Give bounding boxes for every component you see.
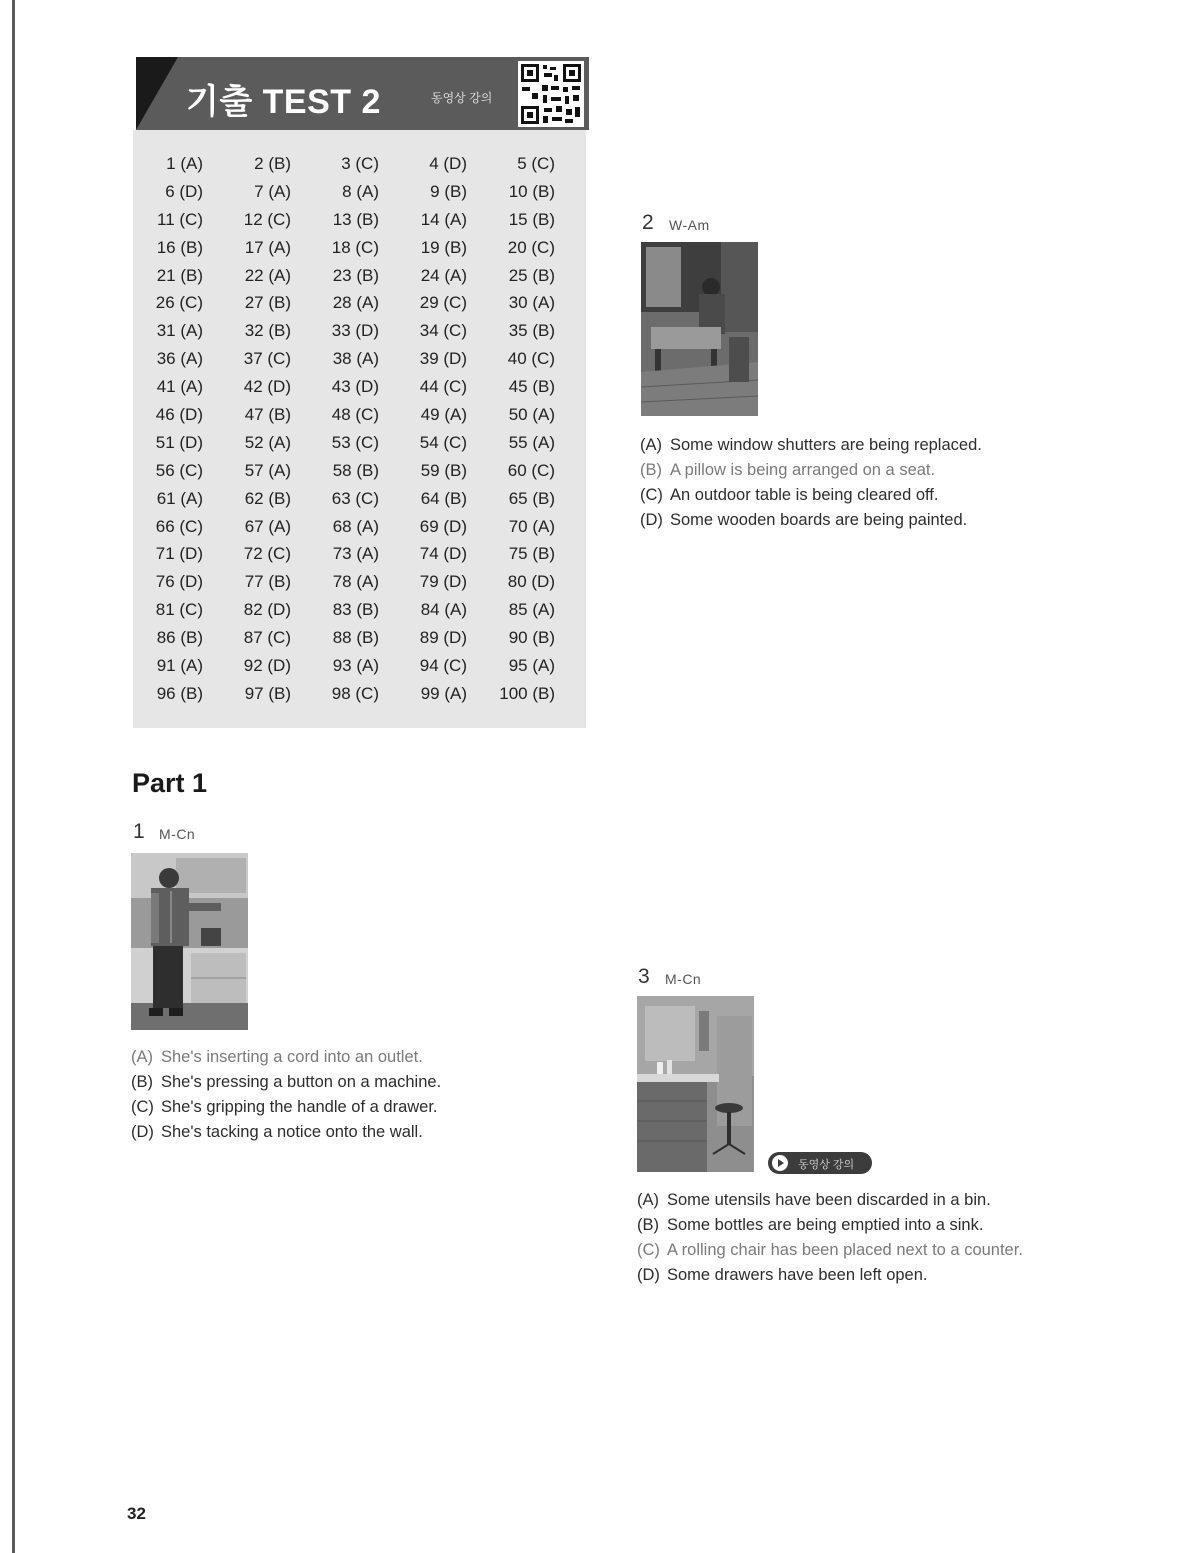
answer-cell: 87 (C) <box>243 628 291 648</box>
answer-cell: 76 (D) <box>155 572 203 592</box>
answer-cell: 100 (B) <box>499 683 555 703</box>
answer-cell: 82 (D) <box>243 600 291 620</box>
answer-cell: 2 (B) <box>254 154 291 173</box>
answer-cell: 31 (A) <box>156 321 203 341</box>
answer-cell: 94 (C) <box>419 656 467 676</box>
question-1-number: 1 <box>133 820 145 843</box>
answer-cell: 68 (A) <box>332 516 379 536</box>
answer-cell: 79 (D) <box>419 572 467 592</box>
answer-cell: 95 (A) <box>508 656 555 676</box>
answer-cell: 33 (D) <box>331 321 379 341</box>
answer-cell: 71 (D) <box>155 544 203 564</box>
answer-grid <box>133 150 573 708</box>
answer-cell: 81 (C) <box>155 600 203 620</box>
answer-cell: 15 (B) <box>508 209 555 229</box>
answer-cell: 49 (A) <box>420 405 467 425</box>
question-1-option-b: (B) She's pressing a button on a machine. <box>131 1073 442 1091</box>
question-3-speaker: M-Cn <box>665 971 702 987</box>
answer-cell: 61 (A) <box>156 488 203 508</box>
answer-cell: 60 (C) <box>507 460 555 480</box>
question-1-option-c: (C) She's gripping the handle of a drawer. <box>131 1098 438 1116</box>
answer-cell: 53 (C) <box>331 432 379 452</box>
question-1-option-d: (D) She's tacking a notice onto the wall. <box>131 1123 423 1141</box>
answer-cell: 43 (D) <box>331 377 379 397</box>
qr-code-icon[interactable] <box>518 61 584 127</box>
answer-cell: 46 (D) <box>155 405 203 425</box>
answer-cell: 72 (C) <box>243 544 291 564</box>
answer-cell: 58 (B) <box>332 460 379 480</box>
answer-cell: 70 (A) <box>508 516 555 536</box>
answer-cell: 52 (A) <box>244 432 291 452</box>
play-icon <box>772 1155 788 1171</box>
answer-cell: 10 (B) <box>508 181 555 201</box>
question-2-option-b: (B) A pillow is being arranged on a seat. <box>640 461 936 479</box>
answer-cell: 18 (C) <box>331 237 379 257</box>
answer-cell: 9 (B) <box>430 181 467 201</box>
question-1-photo <box>131 853 248 1030</box>
answer-cell: 8 (A) <box>342 181 379 201</box>
question-1-speaker: M-Cn <box>159 826 196 842</box>
question-1-options <box>131 1045 441 1145</box>
question-2-speaker: W-Am <box>669 217 710 233</box>
question-3-option-c: (C) A rolling chair has been placed next to a counter. <box>637 1241 1023 1259</box>
answer-cell: 36 (A) <box>156 349 203 369</box>
answer-cell: 12 (C) <box>243 209 291 229</box>
answer-cell: 40 (C) <box>507 349 555 369</box>
answer-cell: 78 (A) <box>332 572 379 592</box>
answer-cell: 35 (B) <box>508 321 555 341</box>
answer-cell: 42 (D) <box>243 377 291 397</box>
question-3-number: 3 <box>638 965 650 988</box>
answer-cell: 13 (B) <box>332 209 379 229</box>
answer-cell: 55 (A) <box>508 432 555 452</box>
answer-cell: 59 (B) <box>420 460 467 480</box>
video-lecture-button[interactable] <box>768 1152 872 1174</box>
answer-cell: 26 (C) <box>155 293 203 313</box>
answer-cell: 75 (B) <box>508 544 555 564</box>
answer-cell: 54 (C) <box>419 432 467 452</box>
answer-cell: 48 (C) <box>331 405 379 425</box>
answer-cell: 20 (C) <box>507 237 555 257</box>
answer-cell: 83 (B) <box>332 600 379 620</box>
question-3-option-b: (B) Some bottles are being emptied into a sink. <box>637 1216 984 1234</box>
question-2-option-c: (C) An outdoor table is being cleared off. <box>640 486 939 504</box>
answer-cell: 14 (A) <box>420 209 467 229</box>
answer-cell: 67 (A) <box>244 516 291 536</box>
answer-cell: 39 (D) <box>419 349 467 369</box>
video-lecture-label: 동영상 강의 <box>431 91 493 105</box>
answer-cell: 6 (D) <box>165 181 203 201</box>
question-2-option-a: (A) Some window shutters are being replaced. <box>640 436 982 454</box>
answer-cell: 56 (C) <box>155 460 203 480</box>
answer-cell: 96 (B) <box>156 683 203 703</box>
answer-cell: 30 (A) <box>508 293 555 313</box>
question-2-option-d: (D) Some wooden boards are being painted. <box>640 511 968 529</box>
answer-cell: 4 (D) <box>429 154 467 173</box>
answer-key-title: 기출 TEST 2 <box>186 83 381 121</box>
answer-cell: 84 (A) <box>420 600 467 620</box>
answer-cell: 47 (B) <box>244 405 291 425</box>
part-title: Part 1 <box>132 768 208 798</box>
answer-cell: 22 (A) <box>244 265 291 285</box>
answer-cell: 80 (D) <box>507 572 555 592</box>
page-number: 32 <box>127 1504 146 1523</box>
answer-cell: 34 (C) <box>419 321 467 341</box>
answer-cell: 19 (B) <box>420 237 467 257</box>
answer-cell: 25 (B) <box>508 265 555 285</box>
answer-cell: 32 (B) <box>244 321 291 341</box>
answer-cell: 93 (A) <box>332 656 379 676</box>
answer-cell: 57 (A) <box>244 460 291 480</box>
answer-cell: 29 (C) <box>419 293 467 313</box>
answer-cell: 45 (B) <box>508 377 555 397</box>
answer-cell: 73 (A) <box>332 544 379 564</box>
answer-cell: 89 (D) <box>419 628 467 648</box>
answer-cell: 69 (D) <box>419 516 467 536</box>
answer-key-header <box>136 57 589 130</box>
question-2-options <box>640 433 982 533</box>
answer-cell: 16 (B) <box>156 237 203 257</box>
answer-cell: 90 (B) <box>508 628 555 648</box>
answer-cell: 7 (A) <box>254 181 291 201</box>
answer-cell: 5 (C) <box>517 154 555 173</box>
answer-cell: 24 (A) <box>420 265 467 285</box>
question-3-option-a: (A) Some utensils have been discarded in a bin. <box>637 1191 991 1209</box>
answer-cell: 88 (B) <box>332 628 379 648</box>
answer-cell: 21 (B) <box>156 265 203 285</box>
answer-cell: 74 (D) <box>419 544 467 564</box>
question-3-option-d: (D) Some drawers have been left open. <box>637 1266 928 1284</box>
answer-cell: 91 (A) <box>156 656 203 676</box>
answer-cell: 85 (A) <box>508 600 555 620</box>
answer-cell: 66 (C) <box>155 516 203 536</box>
answer-cell: 63 (C) <box>331 488 379 508</box>
answer-cell: 92 (D) <box>243 656 291 676</box>
question-2-photo <box>641 242 758 416</box>
answer-cell: 28 (A) <box>332 293 379 313</box>
answer-cell: 51 (D) <box>155 432 203 452</box>
answer-cell: 11 (C) <box>157 209 203 229</box>
answer-cell: 23 (B) <box>332 265 379 285</box>
question-1-option-a: (A) She's inserting a cord into an outlet. <box>131 1048 423 1066</box>
question-2-number: 2 <box>642 211 654 234</box>
answer-cell: 27 (B) <box>244 293 291 313</box>
answer-cell: 3 (C) <box>341 154 379 173</box>
answer-cell: 50 (A) <box>508 405 555 425</box>
answer-cell: 37 (C) <box>243 349 291 369</box>
answer-cell: 99 (A) <box>420 683 467 703</box>
answer-cell: 41 (A) <box>156 377 203 397</box>
answer-key-table <box>133 130 586 728</box>
answer-cell: 77 (B) <box>244 572 291 592</box>
binding-edge <box>12 0 15 1553</box>
answer-cell: 44 (C) <box>419 377 467 397</box>
answer-cell: 97 (B) <box>244 683 291 703</box>
answer-cell: 38 (A) <box>332 349 379 369</box>
answer-cell: 65 (B) <box>508 488 555 508</box>
question-3-options <box>637 1188 1023 1288</box>
question-3-photo <box>637 996 754 1172</box>
answer-cell: 1 (A) <box>166 154 203 173</box>
video-lecture-button-label: 동영상 강의 <box>798 1159 855 1171</box>
answer-cell: 98 (C) <box>331 683 379 703</box>
answer-cell: 17 (A) <box>244 237 291 257</box>
answer-cell: 86 (B) <box>156 628 203 648</box>
header-wedge <box>136 57 178 130</box>
answer-cell: 64 (B) <box>420 488 467 508</box>
answer-cell: 62 (B) <box>244 488 291 508</box>
